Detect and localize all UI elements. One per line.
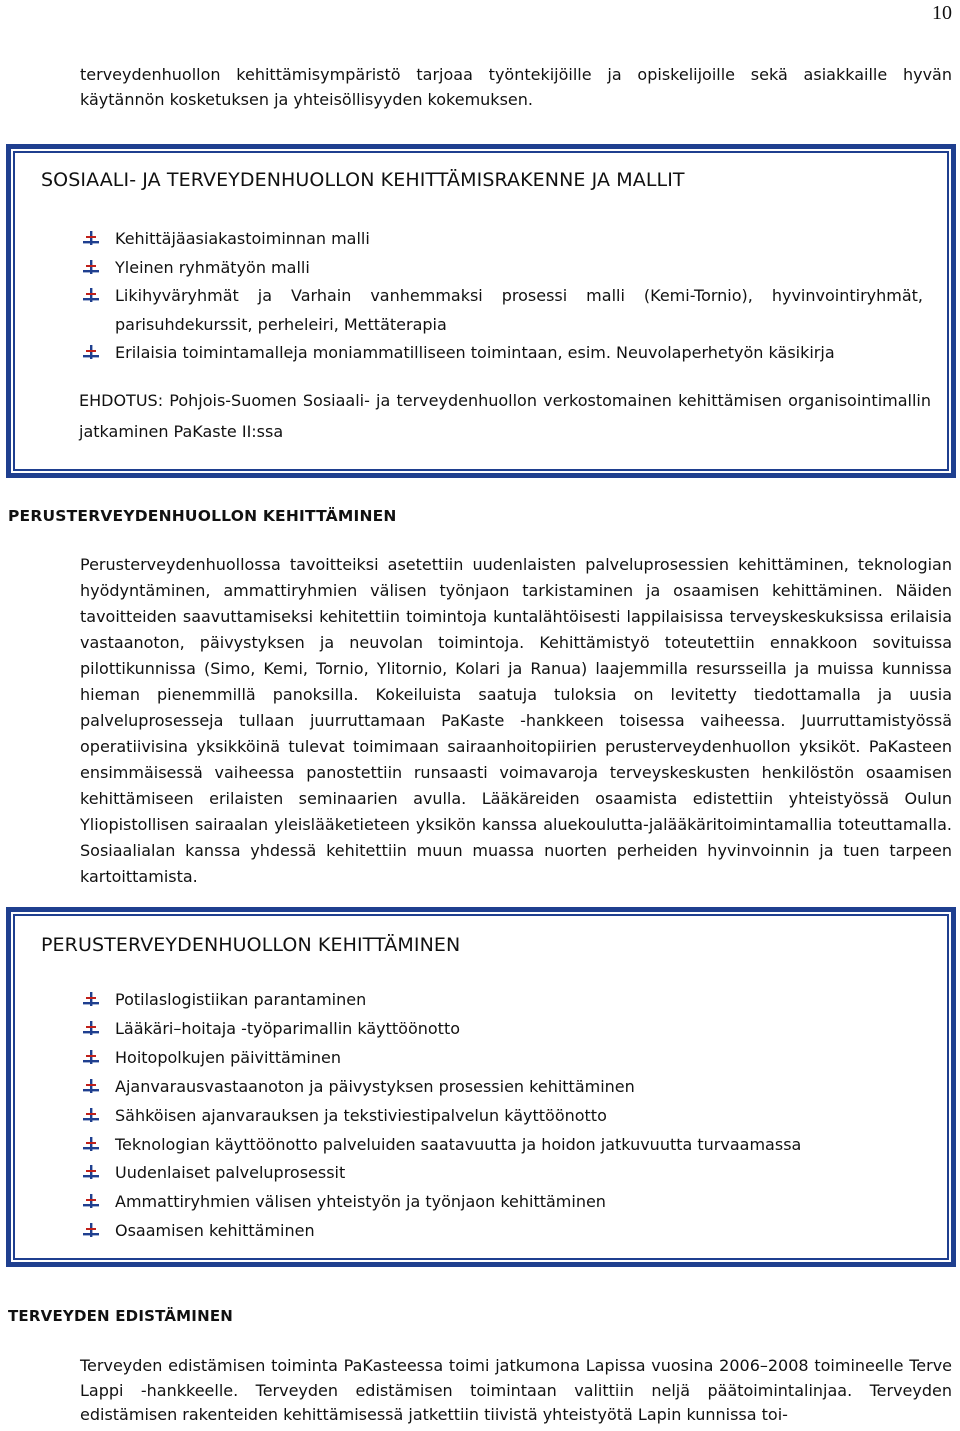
cross-bullet-icon [83, 1193, 99, 1209]
list-item [83, 1073, 801, 1102]
section-body: Perusterveydenhuollossa tavoitteiksi asetettiin uudenlaisten palveluprosessien kehittäminen, teknologian hyödyntäminen, ammattiryhmien välisen työnjaon tarkistaminen ja osaamisen kehittäminen. Näiden tavoitteiden saavuttamiseksi kehitettiin toimintoja kuntalähtöisesti lappilaisissa terveyskeskuksissa erilaisia vastaanoton, päivystyksen ja neuvolan toimintoja. Kehittämistyö toteutettiin ennakkoon sovituissa pilottikunnissa (Simo, Kemi, Tornio, Ylitornio, Kolari ja Ranua) laajemmilla resursseilla ja muissa kunnissa hieman pienemmillä panoksilla. Kokeiluista saatuja tuloksia on levitetty tiedottamalla ja uusia palveluprosesseja tullaan juurruttamaan PaKaste -hankkeen toisessa vaiheessa. Juurruttamistyössä operatiivisina yksikköinä tulevat toimimaan sairaanhoitopiirien perusterveydenhuollon yksiköt. PaKasteen ensimmäisessä vaiheessa panostettiin runsaasti voimavaroja terveyskeskusten henkilöstön osaamisen kehittämiseen erilaisten seminaarien avulla. Lääkäreiden osaamista edistettiin yhteistyössä Oulun Yliopistollisen sairaalan yleislääketieteen yksikön kanssa aluekoulutta-jalääkäritoimintamallia toteuttamalla. Sosiaalialan kanssa yhdessä kehitettiin muun muassa nuorten perheiden hyvinvoinnin ja tuen tarpeen kartoittamista. [80, 555, 952, 886]
list-item [83, 1044, 801, 1073]
box-title: SOSIAALI- JA TERVEYDENHUOLLON KEHITTÄMISRAKENNE JA MALLIT [41, 169, 685, 191]
list-item-text: Uudenlaiset palveluprosessit [115, 1163, 346, 1183]
box-title: PERUSTERVEYDENHUOLLON KEHITTÄMINEN [41, 934, 461, 956]
page-number: 10 [932, 2, 952, 24]
section-body: Terveyden edistämisen toiminta PaKasteessa toimi jatkumona Lapissa vuosina 2006–2008 toimineelle Terve Lappi -hankkeelle. Terveyden edistämisen toimintaan valittiin neljä päätoimintalinjaa. Terveyden edistämisen rakenteiden kehittämisessä jatkettiin tiivistä yhteistyötä Lapin kunnissa toi- [80, 1356, 952, 1424]
list-item [83, 282, 923, 339]
list-item-text: Lääkäri–hoitaja -työparimallin käyttöönotto [115, 1018, 461, 1038]
list-item [83, 1102, 801, 1131]
list-item [83, 1131, 801, 1160]
list-item [83, 1015, 801, 1044]
list-item [83, 1188, 801, 1217]
list-item [83, 986, 801, 1015]
cross-bullet-icon [83, 1136, 99, 1152]
cross-bullet-icon [83, 344, 99, 360]
cross-bullet-icon [83, 287, 99, 303]
list-item [83, 254, 923, 283]
list-item-text: Hoitopolkujen päivittäminen [115, 1047, 341, 1067]
section-heading: PERUSTERVEYDENHUOLLON KEHITTÄMINEN [8, 507, 397, 525]
list-item-text: Ajanvarausvastaanoton ja päivystyksen prosessien kehittäminen [115, 1076, 635, 1096]
cross-bullet-icon [83, 991, 99, 1007]
list-item [83, 339, 923, 368]
cross-bullet-icon [83, 1164, 99, 1180]
cross-bullet-icon [83, 259, 99, 275]
cross-bullet-icon [83, 1107, 99, 1123]
cross-bullet-icon [83, 1222, 99, 1238]
cross-bullet-icon [83, 230, 99, 246]
list-item-text: Erilaisia toimintamalleja moniammatilliseen toimintaan, esim. Neuvolaperhetyön käsikirja [115, 343, 835, 362]
cross-bullet-icon [83, 1078, 99, 1094]
section-heading: TERVEYDEN EDISTÄMINEN [8, 1307, 234, 1325]
list-item-text: Ammattiryhmien välisen yhteistyön ja työnjaon kehittäminen [115, 1192, 606, 1212]
summary-box-primary-care [6, 907, 956, 1267]
intro-paragraph: terveydenhuollon kehittämisympäristö tarjoaa työntekijöille ja opiskelijoille sekä asiakkaille hyvän käytännön kosketuksen ja yhteisöllisyyden kokemuksen. [80, 65, 952, 109]
list-item-text: Sähköisen ajanvarauksen ja tekstiviestipalvelun käyttöönotto [115, 1105, 607, 1125]
summary-box-structure [6, 144, 956, 478]
list-item [83, 1217, 801, 1246]
list-item [83, 1159, 801, 1188]
list-item-text: Kehittäjäasiakastoiminnan malli [115, 229, 370, 248]
cross-bullet-icon [83, 1020, 99, 1036]
bullet-list [83, 225, 923, 368]
list-item [83, 225, 923, 254]
list-item-text: Potilaslogistiikan parantaminen [115, 990, 367, 1009]
list-item-text: Teknologian käyttöönotto palveluiden saatavuutta ja hoidon jatkuvuutta turvaamassa [115, 1134, 802, 1154]
proposal-text: EHDOTUS: Pohjois-Suomen Sosiaali- ja terveydenhuollon verkostomainen kehittämisen organisointimallin jatkaminen PaKaste II:ssa [79, 391, 931, 441]
list-item-text: Yleinen ryhmätyön malli [115, 257, 310, 277]
bullet-list [83, 986, 801, 1246]
list-item-text: Likihyväryhmät ja Varhain vanhemmaksi prosessi malli (Kemi-Tornio), hyvinvointiryhmät, parisuhdekurssit, perheleiri, Mettäterapia [115, 286, 923, 334]
cross-bullet-icon [83, 1049, 99, 1065]
list-item-text: Osaamisen kehittäminen [115, 1221, 315, 1241]
